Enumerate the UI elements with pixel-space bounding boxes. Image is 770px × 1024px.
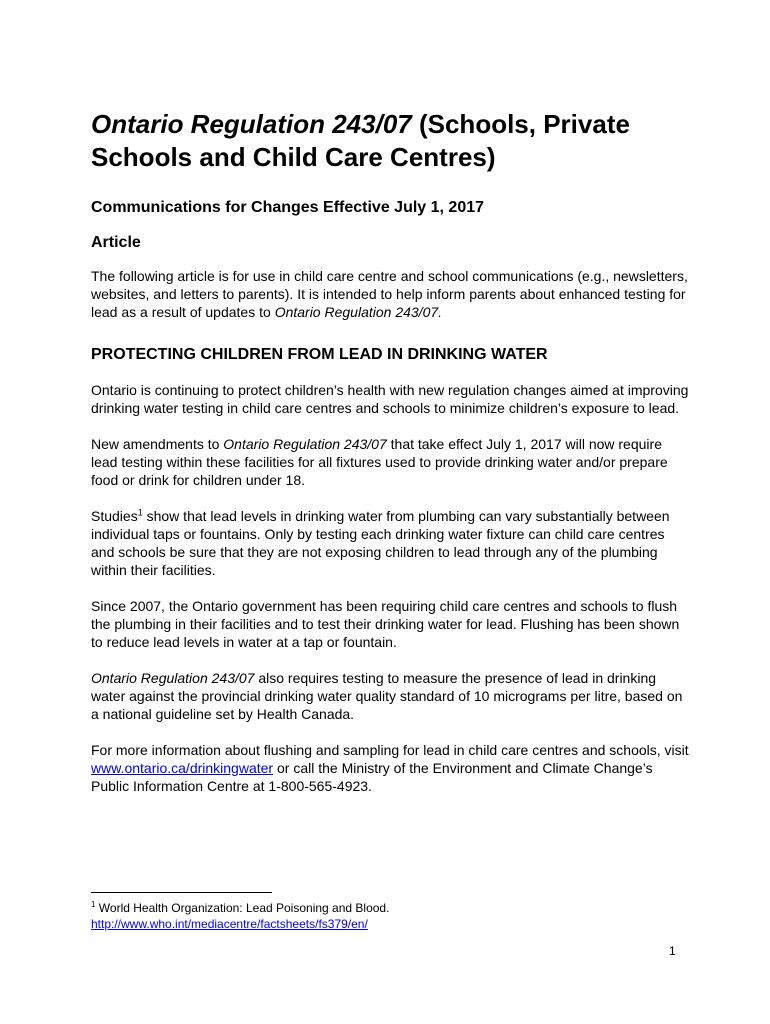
para3-after: show that lead levels in drinking water from plumbing can vary substantially between individual taps or fountains. Only by testing each drinking water fixture can child care centres and schools be sure that they are not exposing children to lead through any of the plumbing within their facilities. <box>91 508 670 578</box>
para5-after: also requires testing to measure the presence of lead in drinking water against the provincial drinking water quality standard of 10 micrograms per litre, based on a national guideline set by Health Canada. <box>91 670 683 722</box>
article-heading: Article <box>91 234 141 251</box>
section-heading: PROTECTING CHILDREN FROM LEAD IN DRINKING WATER <box>91 346 548 363</box>
footnote-reference[interactable]: 1 <box>137 507 143 518</box>
paragraph-5 <box>91 669 691 723</box>
footnote-divider <box>91 892 272 893</box>
paragraph-2 <box>91 435 691 489</box>
intro-text: The following article is for use in child care centre and school communications (e.g., newsletters, websites, and letters to parents). It is intended to help inform parents about enhanced testing for lead as a result of updates to <box>91 268 688 320</box>
footnote-text: World Health Organization: Lead Poisoning and Blood. <box>95 901 390 915</box>
title-rest: (Schools, Private Schools and Child Care Centres) <box>91 109 630 172</box>
document-body <box>91 108 691 795</box>
footnote <box>91 900 711 932</box>
para6-before: For more information about flushing and sampling for lead in child care centres and schools, visit <box>91 742 689 758</box>
intro-paragraph <box>91 267 691 321</box>
intro-regulation: Ontario Regulation 243/07. <box>274 304 443 320</box>
page-number: 1 <box>669 944 676 958</box>
paragraph-6 <box>91 741 691 795</box>
document-title <box>91 108 691 174</box>
paragraph-3 <box>91 507 691 579</box>
who-factsheet-link[interactable]: http://www.who.int/mediacentre/factsheets/fs379/en/ <box>91 917 368 931</box>
para6-after: or call the Ministry of the Environment and Climate Change’s Public Information Centre at 1-800-565-4923. <box>91 760 653 794</box>
footnote-number: 1 <box>91 900 96 909</box>
footnote-line <box>91 900 711 916</box>
para5-regulation: Ontario Regulation 243/07 <box>91 670 255 686</box>
para2-before: New amendments to <box>91 436 224 452</box>
para3-before: Studies <box>91 508 138 524</box>
ontario-drinkingwater-link[interactable]: www.ontario.ca/drinkingwater <box>91 760 274 776</box>
paragraph-1: Ontario is continuing to protect children’s health with new regulation changes aimed at improving drinking water testing in child care centres and schools to minimize children’s exposure to lead. <box>91 382 689 416</box>
document-subtitle: Communications for Changes Effective July 1, 2017 <box>91 199 485 216</box>
footnote-link-line <box>91 916 711 932</box>
para2-after: that take effect July 1, 2017 will now require lead testing within these facilities for all fixtures used to provide drinking water and/or prepare food or drink for children under 18. <box>91 436 668 488</box>
title-regulation: Ontario Regulation 243/07 <box>91 109 412 139</box>
para2-regulation: Ontario Regulation 243/07 <box>223 436 387 452</box>
paragraph-4: Since 2007, the Ontario government has been requiring child care centres and schools to flush the plumbing in their facilities and to test their drinking water for lead. Flushing has been shown to reduce lead levels in water at a tap or fountain. <box>91 598 680 650</box>
